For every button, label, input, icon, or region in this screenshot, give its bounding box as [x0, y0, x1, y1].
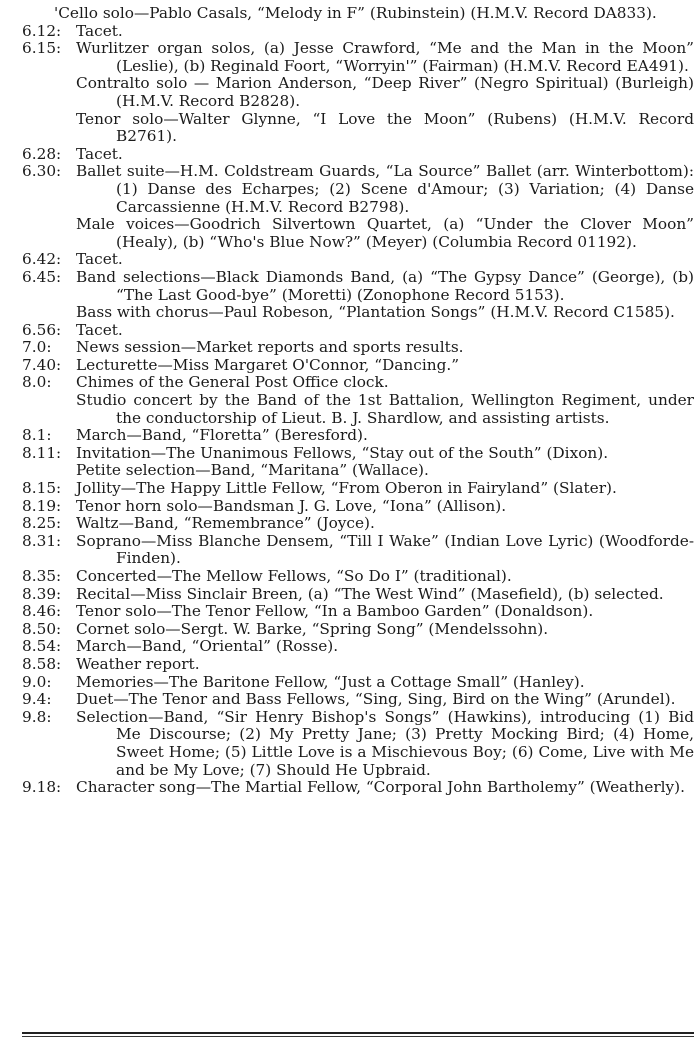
entry-text: Duet—The Tenor and Bass Fellows, “Sing, Sing, Bird on the Wing” (Arundel).: [76, 690, 676, 709]
programme-entry: [22, 480, 694, 498]
entry-text: Concerted—The Mellow Fellows, “So Do I” (traditional).: [76, 567, 512, 585]
entry-time: 6.56:: [22, 320, 62, 339]
entry-time: 8.46:: [22, 602, 62, 621]
entry-text: Invitation—The Unanimous Fellows, “Stay out of the South” (Dixon).: [76, 443, 609, 462]
entry-text: Recital—Miss Sinclair Breen, (a) “The West Wind” (Masefield), (b) selected.: [76, 584, 664, 603]
entry-subitem: Petite selection—Band, “Maritana” (Wallace).: [76, 461, 429, 480]
entry-time: 8.11:: [22, 443, 62, 462]
programme-entry: [22, 339, 694, 357]
programme-entry: [22, 779, 694, 797]
entry-text: Tacet.: [76, 21, 123, 40]
programme-list: [22, 5, 694, 797]
entry-text: Tacet.: [76, 144, 123, 163]
programme-entry: [22, 163, 694, 216]
footer-rule: [22, 1032, 694, 1037]
entry-subitem: Male voices—Goodrich Silvertown Quartet, (a) “Under the Clover Moon” (Healy), (b) “Who's Blue Now?” (Meyer) (Columbia Record 01192).: [76, 215, 694, 251]
entry-time: 8.58:: [22, 654, 62, 673]
entry-time: 6.30:: [22, 162, 62, 181]
entry-text: Character song—The Martial Fellow, “Corporal John Bartholemy” (Weatherly).: [76, 778, 685, 797]
entry-text: Tenor solo—The Tenor Fellow, “In a Bamboo Garden” (Donaldson).: [76, 602, 594, 621]
programme-entry: [22, 251, 694, 269]
entry-time: 8.35:: [22, 567, 62, 585]
programme-entry: [54, 5, 694, 23]
entry-text: Jollity—The Happy Little Fellow, “From Oberon in Fairyland” (Slater).: [76, 479, 617, 498]
entry-text: News session—Market reports and sports results.: [76, 338, 464, 357]
programme-entry: [22, 656, 694, 674]
entry-time: 6.28:: [22, 144, 62, 163]
entry-time: 6.45:: [22, 267, 62, 286]
entry-text: Band selections—Black Diamonds Band, (a) “The Gypsy Dance” (George), (b) “The Last Good-bye” (Moretti) (Zonophone Record 5153).: [76, 267, 694, 304]
programme-entry: [22, 357, 694, 375]
footer-rule-thin: [22, 1036, 694, 1037]
entry-time: 8.50:: [22, 619, 62, 638]
programme-entry: [22, 427, 694, 445]
entry-time: 8.31:: [22, 531, 62, 550]
entry-time: 7.40:: [22, 355, 62, 374]
programme-entry: [22, 586, 694, 604]
entry-text: March—Band, “Floretta” (Beresford).: [76, 426, 368, 445]
programme-entry: [22, 533, 694, 568]
programme-entry: [22, 498, 694, 516]
entry-time: 6.42:: [22, 250, 62, 269]
programme-entry: [22, 146, 694, 164]
entry-time: 7.0:: [22, 338, 52, 357]
programme-entry: [22, 269, 694, 304]
entry-text: Tacet.: [76, 250, 123, 269]
programme-entry: [22, 674, 694, 692]
entry-time: 6.12:: [22, 21, 62, 40]
programme-entry: [22, 445, 694, 463]
entry-text: Wurlitzer organ solos, (a) Jesse Crawford, “Me and the Man in the Moon” (Leslie), (b) Reginald Foort, “Worryin'” (Fairman) (H.M.V. Record EA491).: [76, 39, 694, 75]
programme-entry: [22, 515, 694, 533]
entry-text: Ballet suite—H.M. Coldstream Guards, “La Source” Ballet (arr. Winterbottom): (1) Danse des Echarpes; (2) Scene d'Amour; (3) Variation; (4) Danse Carcassienne (H.M.V. Record B2798).: [76, 162, 694, 216]
entry-text: Tacet.: [76, 320, 123, 339]
entry-subitem: Studio concert by the Band of the 1st Battalion, Wellington Regiment, under the conductorship of Lieut. B. J. Shardlow, and assisting artists.: [76, 391, 694, 427]
programme-entry: [22, 603, 694, 621]
entry-subitem: Contralto solo — Marion Anderson, “Deep River” (Negro Spiritual) (Burleigh) (H.M.V. Record B2828).: [76, 74, 694, 110]
entry-text: Memories—The Baritone Fellow, “Just a Cottage Small” (Hanley).: [76, 672, 585, 691]
entry-text: Tenor horn solo—Bandsman J. G. Love, “Iona” (Allison).: [76, 496, 507, 515]
entry-time: 8.15:: [22, 479, 62, 498]
programme-entry: [22, 374, 694, 392]
entry-time: 8.25:: [22, 514, 62, 533]
entry-text: Soprano—Miss Blanche Densem, “Till I Wake” (Indian Love Lyric) (Woodforde-Finden).: [76, 531, 694, 568]
entry-time: 8.1:: [22, 426, 52, 445]
entry-time: 8.54:: [22, 637, 62, 656]
entry-subitem: Tenor solo—Walter Glynne, “I Love the Moon” (Rubens) (H.M.V. Record B2761).: [76, 109, 694, 146]
entry-text: Lecturette—Miss Margaret O'Connor, “Dancing.”: [76, 355, 460, 374]
entry-text: Selection—Band, “Sir Henry Bishop's Songs” (Hawkins), introducing (1) Bid Me Discourse; (2) My Pretty Jane; (3) Pretty Mocking Bird; (4) Home, Sweet Home; (5) Little Love is a Mischievous Boy; (6) Come, Live with Me and be My Love; (7) Should He Upbraid.: [76, 707, 694, 779]
entry-time: 9.0:: [22, 672, 52, 691]
entry-time: 9.18:: [22, 778, 62, 797]
programme-entry: [22, 23, 694, 41]
entry-text: Cornet solo—Sergt. W. Barke, “Spring Song” (Mendelssohn).: [76, 619, 549, 638]
programme-entry: [22, 638, 694, 656]
entry-subitem: Bass with chorus—Paul Robeson, “Plantation Songs” (H.M.V. Record C1585).: [76, 303, 675, 322]
entry-text: 'Cello solo—Pablo Casals, “Melody in F” (Rubinstein) (H.M.V. Record DA833).: [54, 4, 657, 22]
entry-time: 8.0:: [22, 373, 52, 392]
entry-time: 6.15:: [22, 39, 62, 58]
programme-entry: [22, 322, 694, 340]
entry-time: 8.39:: [22, 584, 62, 603]
entry-text: Waltz—Band, “Remembrance” (Joyce).: [76, 514, 375, 533]
entry-time: 9.8:: [22, 707, 52, 726]
entry-text: March—Band, “Oriental” (Rosse).: [76, 637, 339, 656]
programme-entry: [22, 691, 694, 709]
programme-entry: [22, 568, 694, 586]
programme-entry: [22, 40, 694, 75]
entry-time: 8.19:: [22, 496, 62, 515]
entry-time: 9.4:: [22, 690, 52, 709]
footer-rule-thick: [22, 1032, 694, 1034]
programme-entry: [22, 709, 694, 779]
entry-text: Weather report.: [76, 654, 200, 673]
entry-text: Chimes of the General Post Office clock.: [76, 373, 389, 392]
programme-entry: [22, 621, 694, 639]
